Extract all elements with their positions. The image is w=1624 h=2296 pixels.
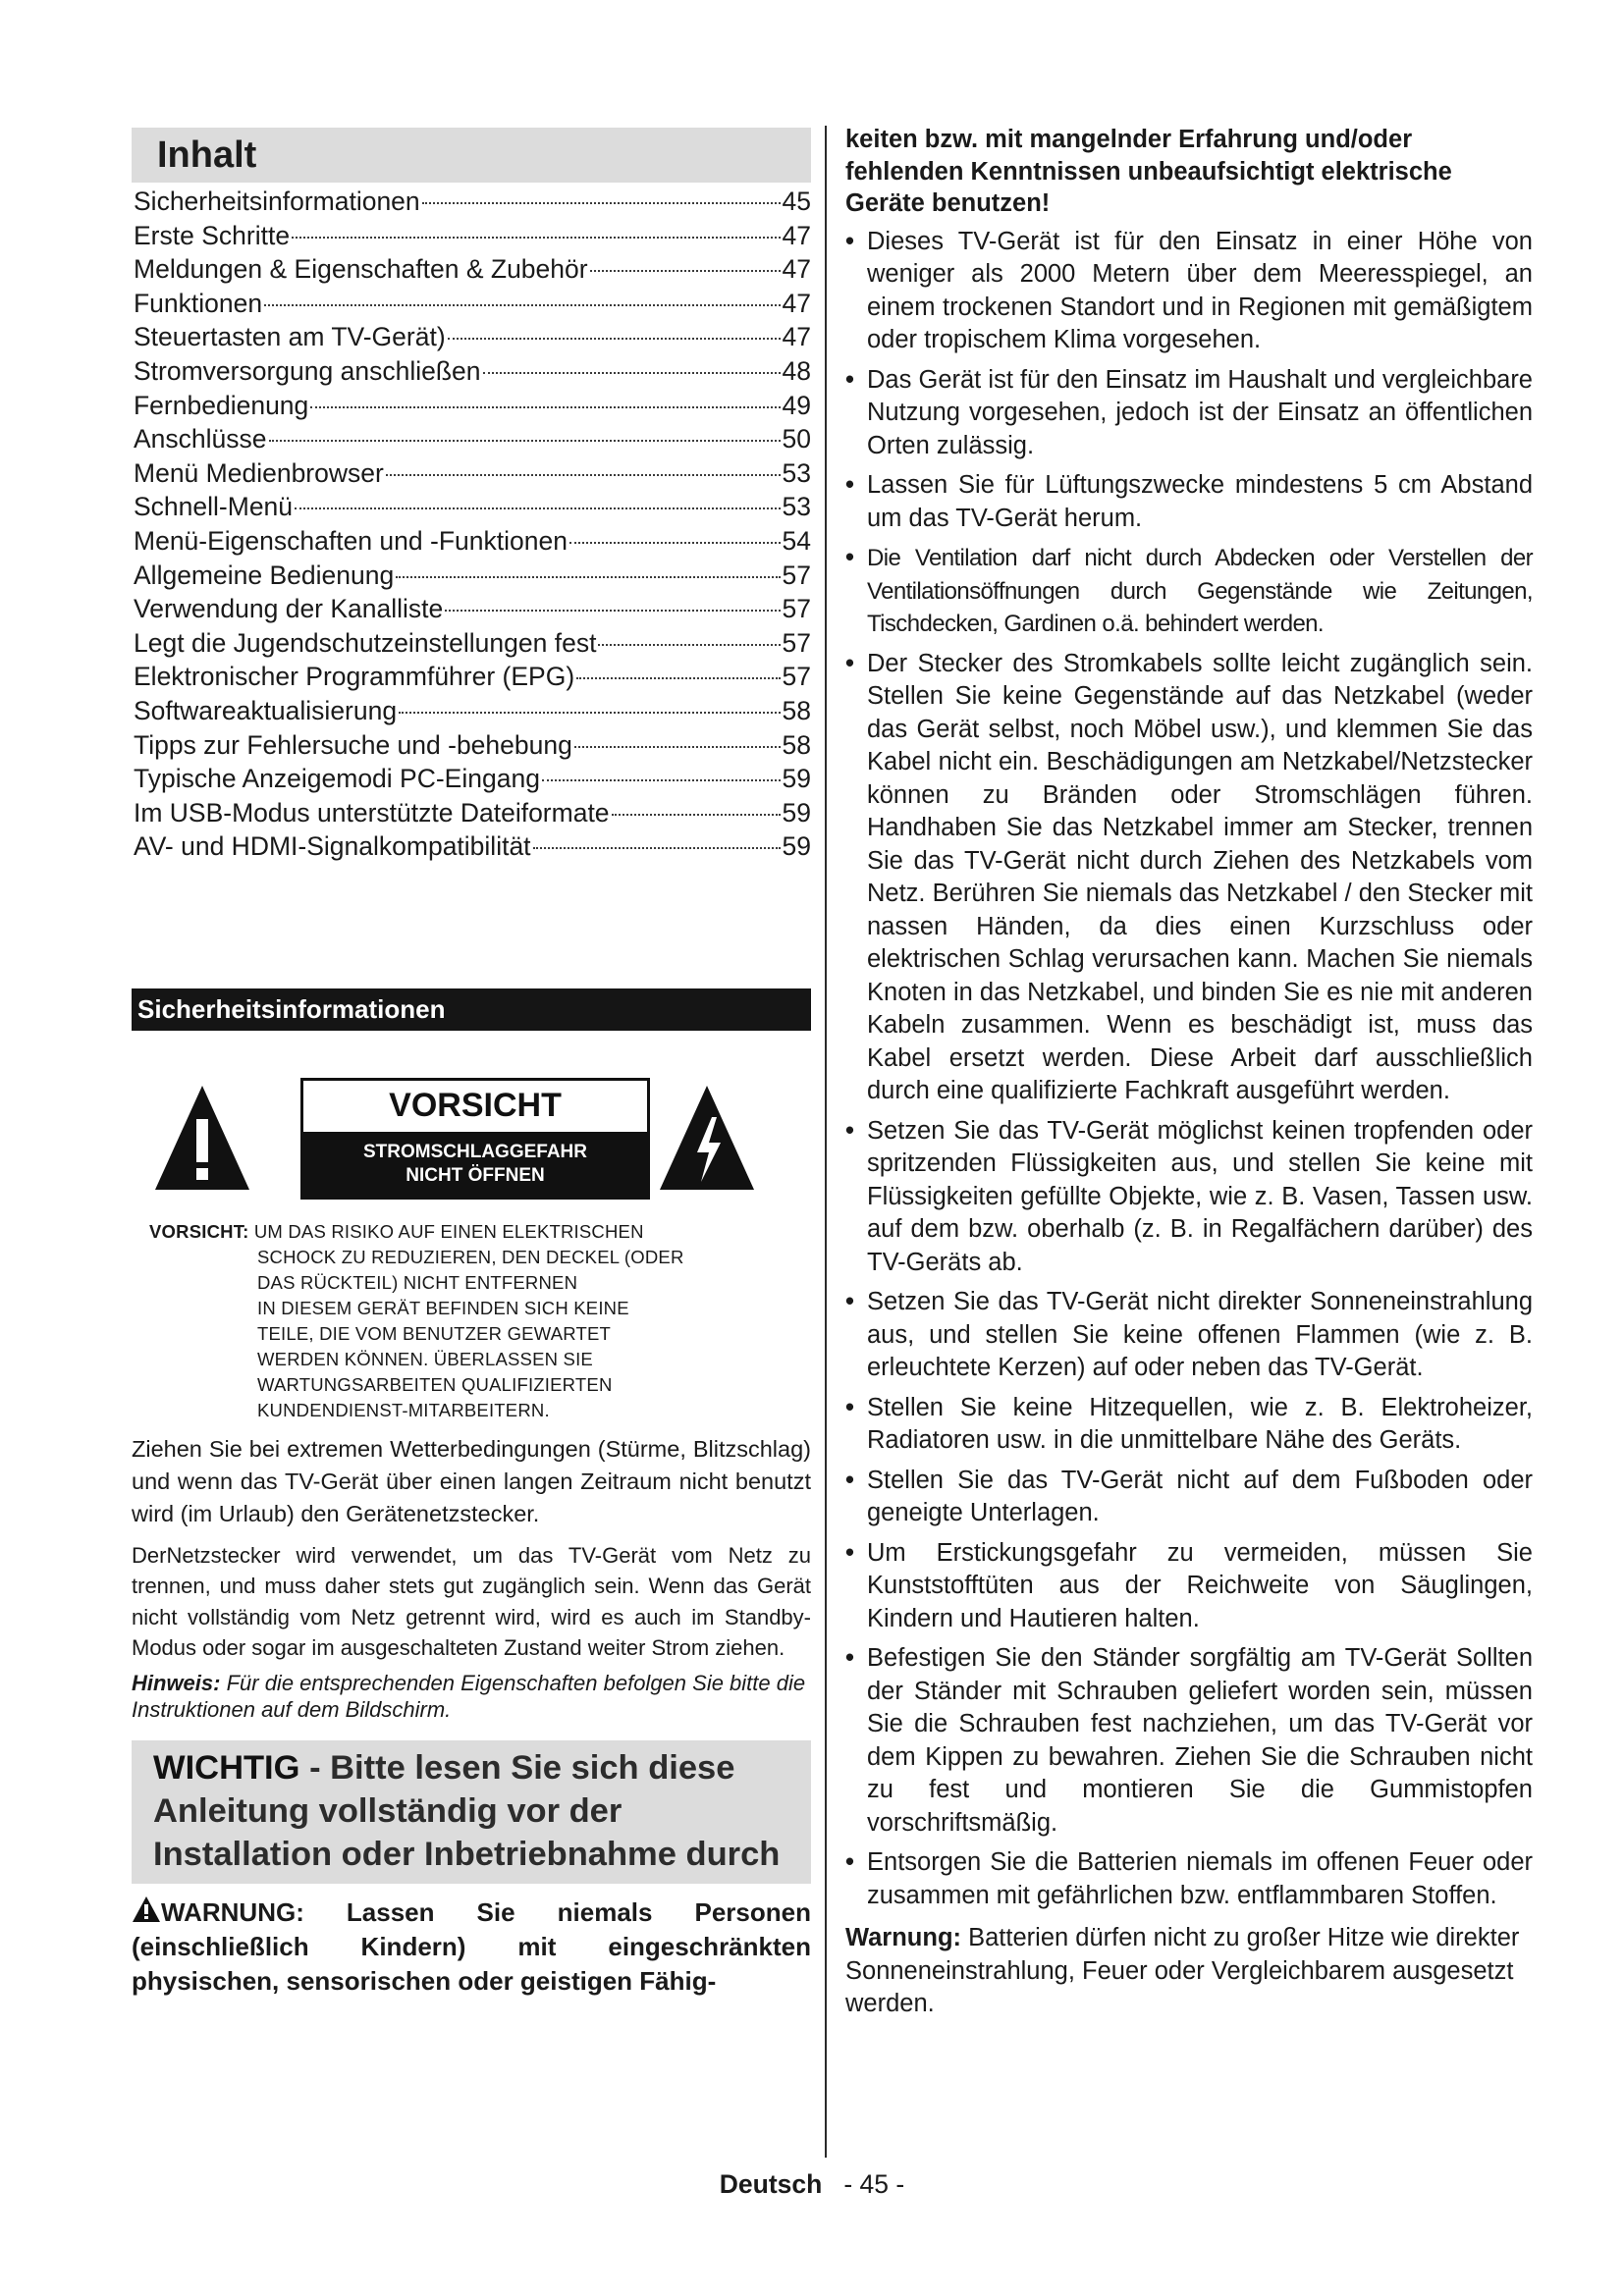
column-divider — [825, 126, 827, 2158]
toc-entry-page: 57 — [782, 627, 811, 658]
toc-entry-page: 58 — [782, 695, 811, 725]
toc-entry-page: 45 — [782, 187, 811, 216]
toc-entry-title: Funktionen — [134, 288, 263, 318]
list-item: • Um Erstickungsgefahr zu vermeiden, müssen Sie Kunststofftüten aus der Reichweite von Säuglingen, Kindern und Hautieren halten. — [845, 1538, 1533, 1632]
toc-entry-page: 47 — [782, 254, 811, 285]
weather-paragraph: Ziehen Sie bei extremen Wetterbedingungen (Stürme, Blitzschlag) und wenn das TV-Gerät über einen langen Zeitraum nicht benutzt wird (im Urlaub) den Gerätenetzstecker. — [132, 1435, 811, 1526]
warning-triangle-icon — [132, 1896, 161, 1923]
toc-entry-title: Steuertasten am TV-Gerät) — [134, 322, 446, 352]
toc-entry[interactable] — [132, 559, 811, 593]
toc-entry-page: 47 — [782, 220, 811, 250]
toc-entry-title: Im USB-Modus unterstützte Dateiformate — [134, 797, 610, 828]
vorsicht-subtitle — [303, 1132, 647, 1197]
toc-entry[interactable] — [132, 592, 811, 626]
list-item: • Stellen Sie keine Hitzequellen, wie z. B. Elektroheizer, Radiatoren usw. in die unmittelbare Nähe des Geräts. — [845, 1393, 1533, 1454]
page-number: - 45 - — [843, 2169, 905, 2199]
toc-entry[interactable] — [132, 829, 811, 864]
toc-entry-title: Softwareaktualisierung — [134, 695, 398, 725]
toc-entry[interactable] — [132, 728, 811, 763]
toc-entry[interactable] — [132, 796, 811, 830]
toc-entry[interactable] — [132, 762, 811, 796]
toc-entry-title: Stromversorgung anschließen — [134, 355, 481, 386]
toc-entry-page: 57 — [782, 662, 811, 692]
toc-title: Inhalt — [132, 128, 811, 183]
toc-entry-title: Allgemeine Bedienung — [134, 560, 395, 590]
list-item: • Dieses TV-Gerät ist für den Einsatz in einer Höhe von weniger als 2000 Metern über dem Meeresspiegel, an einem trockenen Standort und in Regionen mit gemäßigtem oder tropischem Klima vorgesehen. — [845, 227, 1533, 353]
toc-entry[interactable] — [132, 626, 811, 661]
toc-entry[interactable] — [132, 422, 811, 456]
toc-entry[interactable] — [132, 252, 811, 287]
toc-entry[interactable] — [132, 354, 811, 389]
caution-label: VORSICHT: — [149, 1220, 249, 1242]
toc-entry[interactable] — [132, 287, 811, 321]
toc-entry-page: 48 — [782, 355, 811, 386]
right-column — [845, 124, 1533, 2021]
toc-entry[interactable] — [132, 219, 811, 253]
list-item: • Stellen Sie das TV-Gerät nicht auf dem Fußboden oder geneigte Unterlagen. — [845, 1466, 1533, 1526]
toc-entry-title: AV- und HDMI-Signalkompatibilität — [134, 831, 531, 862]
toc-list — [132, 185, 811, 864]
toc-entry-page: 58 — [782, 729, 811, 760]
hinweis-note: Hinweis: Für die entsprechenden Eigenschaften befolgen Sie bitte die Instruktionen auf dem Bildschirm. — [132, 1670, 806, 1722]
page-footer — [0, 2169, 1624, 2200]
continued-warning: keiten bzw. mit mangelnder Erfahrung und/oder fehlenden Kenntnissen unbeaufsichtigt elektrische Geräte benutzen! — [845, 126, 1452, 217]
section-title-safety: Sicherheitsinformationen — [132, 988, 811, 1031]
toc-entry-title: Elektronischer Programmführer (EPG) — [134, 662, 575, 692]
vorsicht-line-1: STROMSCHLAGGEFAHR — [363, 1141, 587, 1162]
toc-entry-title: Legt die Jugendschutzeinstellungen fest — [134, 627, 597, 658]
toc-entry-title: Menü-Eigenschaften und -Funktionen — [134, 525, 568, 556]
toc-entry-page: 59 — [782, 797, 811, 828]
battery-warning-label: Warnung: — [845, 1924, 962, 1951]
list-item: • Setzen Sie das TV-Gerät nicht direkter Sonneneinstrahlung aus, und stellen Sie keine offenen Flammen (wie z. B. erleuchtete Kerzen) auf oder neben das TV-Gerät. — [845, 1288, 1533, 1381]
list-item: • Entsorgen Sie die Batterien niemals im offenen Feuer oder zusammen mit gefährlichen bzw. entflammbaren Stoffen. — [845, 1848, 1533, 1909]
toc-entry-page: 53 — [782, 457, 811, 488]
toc-entry-page: 53 — [782, 492, 811, 522]
hinweis-label: Hinweis: — [132, 1670, 221, 1695]
list-item: • Der Stecker des Stromkabels sollte leicht zugänglich sein. Stellen Sie keine Gegenstände auf das Netzkabel (weder das Gerät selbst, noch Möbel usw.), und klemmen Sie das Kabel nicht ein. Beschädigungen am Netzkabel/Netzstecker können zu Bränden oder Stromschlägen führen. Handhaben Sie das Netzkabel immer am Stecker, trennen Sie das TV-Gerät nicht durch Ziehen des Netzkabels vom Netz. Berühren Sie niemals das Netzkabel / den Stecker mit nassen Händen, da dies einen Kurzschluss oder elektrischen Schlag verursachen kann. Machen Sie niemals Knoten in das Netzkabel, und binden Sie es nie mit anderen Kabeln zusammen. Wenn es beschädigt ist, muss das Kabel ersetzt werden. Diese Arbeit darf ausschließlich durch eine qualifizierte Fachkraft ausgeführt werden. — [845, 649, 1533, 1104]
toc-entry-page: 50 — [782, 424, 811, 454]
toc-entry-title: Sicherheitsinformationen — [134, 187, 420, 216]
toc-entry-title: Erste Schritte — [134, 220, 291, 250]
mains-plug-paragraph: DerNetzstecker wird verwendet, um das TV-Gerät vom Netz zu trennen, und muss daher stets gut zugänglich sein. Wenn das Gerät nicht vollständig vom Netz getrennt wird, wird es auch im Standby-Modus oder sogar im ausgeschalteten Zustand weiter Strom ziehen. — [132, 1542, 811, 1661]
toc-entry-title: Verwendung der Kanalliste — [134, 594, 444, 624]
toc-entry-title: Meldungen & Eigenschaften & Zubehör — [134, 254, 588, 285]
toc-entry[interactable] — [132, 694, 811, 728]
toc-entry-title: Fernbedienung — [134, 390, 309, 420]
toc-entry-page: 59 — [782, 831, 811, 862]
list-item: • Befestigen Sie den Ständer sorgfältig am TV-Gerät Sollten der Ständer mit Schrauben geliefert worden sein, müssen Sie die Schrauben fest nachziehen, um das TV-Gerät vor dem Kippen zu bewahren. Ziehen Sie die Schrauben nicht zu fest und montieren Sie die Gummistopfen vorschriftsmäßig. — [845, 1644, 1533, 1837]
toc-entry-page: 49 — [782, 390, 811, 420]
wichtig-label: WICHTIG — [153, 1748, 300, 1787]
toc-entry-page: 54 — [782, 525, 811, 556]
toc-entry[interactable] — [132, 660, 811, 694]
battery-warning: Warnung: Batterien dürfen nicht zu großer Hitze wie direkter Sonneneinstrahlung, Feuer oder Vergleichbarem ausgesetzt werden. — [845, 1924, 1520, 2017]
toc-entry-title: Schnell-Menü — [134, 492, 294, 522]
toc-entry-page: 57 — [782, 560, 811, 590]
toc-entry[interactable] — [132, 524, 811, 559]
list-item: • Das Gerät ist für den Einsatz im Haushalt und vergleichbare Nutzung vorgesehen, jedoch ist der Einsatz an öffentlichen Orten zulässig. — [845, 365, 1533, 459]
vorsicht-line-2: NICHT ÖFFNEN — [406, 1164, 545, 1186]
warning-paragraph: WARNUNG: Lassen Sie niemals Personen (einschließlich Kindern) mit eingeschränkten physischen, sensorischen oder geistigen Fähig- — [132, 1896, 811, 1996]
toc-entry-page: 59 — [782, 764, 811, 794]
toc-entry-title: Anschlüsse — [134, 424, 267, 454]
caution-graphic — [132, 1072, 811, 1217]
toc-entry-page: 47 — [782, 322, 811, 352]
toc-entry-page: 47 — [782, 288, 811, 318]
toc-entry[interactable] — [132, 185, 811, 219]
toc-entry[interactable] — [132, 320, 811, 354]
toc-entry-page: 57 — [782, 594, 811, 624]
important-notice: WICHTIG - Bitte lesen Sie sich diese Anleitung vollständig vor der Installation oder Inbetriebnahme durch — [132, 1740, 811, 1884]
lightning-warning-icon — [658, 1084, 756, 1192]
toc-entry-title: Typische Anzeigemodi PC-Eingang — [134, 764, 540, 794]
footer-language: Deutsch — [719, 2169, 823, 2199]
toc-entry[interactable] — [132, 456, 811, 491]
toc-entry-title: Menü Medienbrowser — [134, 457, 384, 488]
toc-entry[interactable] — [132, 389, 811, 423]
list-item: • Lassen Sie für Lüftungszwecke mindestens 5 cm Abstand um das TV-Gerät herum. — [845, 471, 1533, 532]
list-item: • Setzen Sie das TV-Gerät möglichst keinen tropfenden oder spritzenden Flüssigkeiten aus, und stellen Sie keine mit Flüssigkeiten gefüllte Objekte, wie z. B. Vasen, Tassen usw. auf dem bzw. oberhalb (z. B. in Regalfächern darüber) des TV-Geräts ab. — [845, 1116, 1533, 1276]
toc-entry-title: Tipps zur Fehlersuche und -behebung — [134, 729, 572, 760]
list-item: • Die Ventilation darf nicht durch Abdecken oder Verstellen der Ventilationsöffnungen durch Gegenstände wie Zeitungen, Tischdecken, Gardinen o.ä. behindert werden. — [845, 544, 1533, 637]
caution-text: VORSICHT: UM DAS RISIKO AUF EINEN ELEKTRISCHEN SCHOCK ZU REDUZIEREN, DEN DECKEL (ODER DAS RÜCKTEIL) NICHT ENTFERNEN IN DIESEM GERÄT BEFINDEN SICH KEINE TEILE, DIE VOM BENUTZER GEWARTET WERDEN KÖNNEN. ÜBERLASSEN SIE WARTUNGSARBEITEN QUALIFIZIERTEN KUNDENDIENST-MITARBEITERN. — [149, 1220, 684, 1420]
left-column — [132, 128, 811, 1999]
exclamation-warning-icon — [153, 1084, 251, 1192]
vorsicht-title: VORSICHT — [389, 1087, 562, 1125]
vorsicht-label-box — [300, 1078, 650, 1200]
safety-bullet-list — [845, 226, 1533, 1913]
toc-entry[interactable] — [132, 490, 811, 524]
